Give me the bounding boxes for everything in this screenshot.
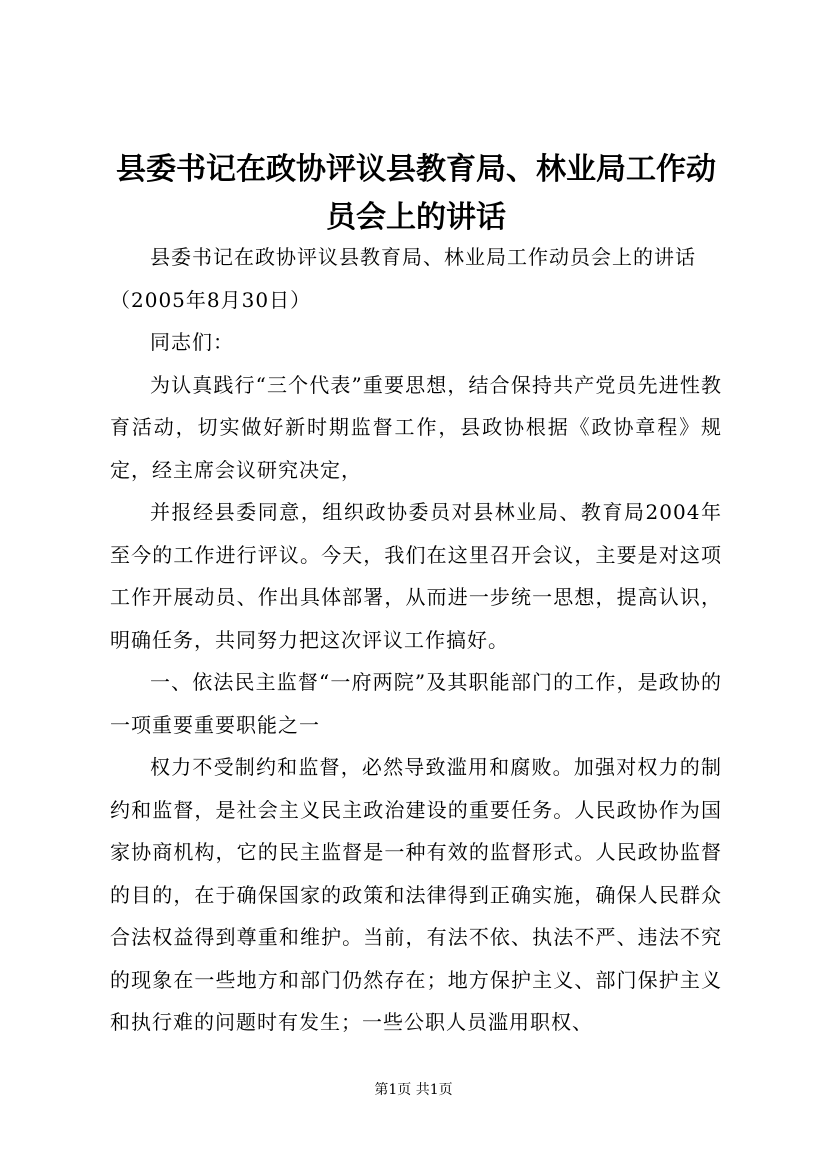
- salutation: 同志们：: [150, 330, 234, 354]
- body-paragraph: 权力不受制约和监督，必然导致滥用和腐败。加强对权力的制约和监督，是社会主义民主政治建设的重要任务。人民政协作为国家协商机构，它的民主监督是一种有效的监督形式。人民政协监督的目的，在于确保国家的政策和法律得到正确实施，确保人民群众合法权益得到尊重和维护。当前，有法不依、执法不严、违法不究的现象在一些地方和部门仍然存在；地方保护主义、部门保护主义和执行难的问题时有发生；一些公职人员滥用职权、: [110, 755, 722, 1034]
- section-heading: 一、依法民主监督“一府两院”及其职能部门的工作，是政协的一项重要重要职能之一: [110, 670, 722, 737]
- body-paragraph: 为认真践行“三个代表”重要思想，结合保持共产党员先进性教育活动，切实做好新时期监督工作，县政协根据《政协章程》规定，经主席会议研究决定，: [110, 372, 722, 482]
- document-title: 县委书记在政协评议县教育局、林业局工作动员会上的讲话: [116, 152, 716, 235]
- page-footer: 第1页 共1页: [374, 1082, 453, 1098]
- document-body: [110, 236, 722, 1044]
- body-paragraph: 并报经县委同意，组织政协委员对县林业局、教育局2004年至今的工作进行评议。今天，我们在这里召开会议，主要是对这项工作开展动员、作出具体部署，从而进一步统一思想，提高认识，明确任务，共同努力把这次评议工作搞好。: [110, 500, 722, 652]
- date-line: （2005年8月30日）: [110, 287, 312, 312]
- body-paragraph: 县委书记在政协评议县教育局、林业局工作动员会上的讲话: [150, 245, 696, 269]
